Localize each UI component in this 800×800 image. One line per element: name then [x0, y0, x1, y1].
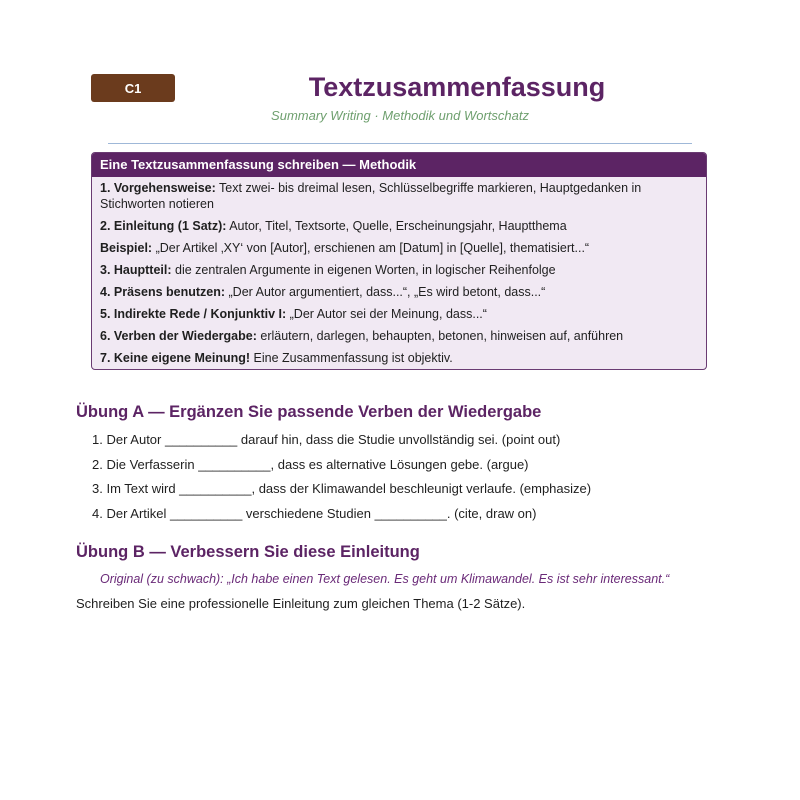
- page-title: Textzusammenfassung: [308, 72, 606, 102]
- method-item-label: 2. Einleitung (1 Satz):: [100, 219, 227, 233]
- method-item-label: 3. Hauptteil:: [100, 263, 172, 277]
- method-box: [91, 152, 707, 370]
- method-item-label: 7. Keine eigene Meinung!: [100, 351, 251, 365]
- method-item: [100, 180, 698, 212]
- page-subtitle: Summary Writing · Methodik und Wortschatz: [271, 108, 529, 123]
- method-item-label: Beispiel:: [100, 241, 153, 255]
- method-item-text: „Der Autor sei der Meinung, dass...“: [286, 307, 487, 321]
- exercise-a-item: 2. Die Verfasserin __________, dass es alternative Lösungen gebe. (argue): [92, 457, 529, 472]
- title-divider: [108, 143, 692, 144]
- method-item-label: 4. Präsens benutzen:: [100, 285, 226, 299]
- method-item: [100, 284, 698, 300]
- exercise-a-item: 4. Der Artikel __________ verschiedene Studien __________. (cite, draw on): [92, 506, 537, 521]
- method-item: [100, 240, 698, 256]
- method-list: [92, 177, 706, 366]
- method-item-text: „Der Autor argumentiert, dass...“, „Es wird betont, dass...“: [225, 285, 546, 299]
- method-item: [100, 328, 698, 344]
- method-item-label: 5. Indirekte Rede / Konjunktiv I:: [100, 307, 287, 321]
- exercise-b-instruction: Schreiben Sie eine professionelle Einleitung zum gleichen Thema (1-2 Sätze).: [76, 596, 526, 611]
- method-item-text: erläutern, darlegen, behaupten, betonen, hinweisen auf, anführen: [256, 329, 624, 343]
- method-item-text: Eine Zusammenfassung ist objektiv.: [250, 351, 453, 365]
- exercise-b-original: Original (zu schwach): „Ich habe einen Text gelesen. Es geht um Klimawandel. Es ist sehr interessant.“: [100, 572, 670, 586]
- method-item-text: die zentralen Argumente in eigenen Worten, in logischer Reihenfolge: [171, 263, 556, 277]
- method-box-title: Eine Textzusammenfassung schreiben — Methodik: [92, 153, 706, 177]
- level-badge: C1: [91, 74, 175, 102]
- exercise-b-heading: Übung B — Verbessern Sie diese Einleitung: [76, 543, 420, 561]
- exercise-a-heading: Übung A — Ergänzen Sie passende Verben der Wiedergabe: [76, 403, 542, 421]
- method-item: [100, 218, 698, 234]
- method-item-text: Autor, Titel, Textsorte, Quelle, Erscheinungsjahr, Hauptthema: [226, 219, 567, 233]
- method-item-text: „Der Artikel ‚XY‘ von [Autor], erschienen am [Datum] in [Quelle], thematisiert...“: [152, 241, 590, 255]
- method-item-label: 6. Verben der Wiedergabe:: [100, 329, 257, 343]
- method-item: [100, 262, 698, 278]
- method-item-text: Text zwei- bis dreimal lesen, Schlüsselbegriffe markieren, Hauptgedanken in Stichworten notieren: [100, 181, 642, 211]
- method-item: [100, 350, 698, 366]
- exercise-a-item: 1. Der Autor __________ darauf hin, dass die Studie unvollständig sei. (point out): [92, 432, 561, 447]
- method-item: [100, 306, 698, 322]
- exercise-a-item: 3. Im Text wird __________, dass der Klimawandel beschleunigt verlaufe. (emphasize): [92, 481, 592, 496]
- method-item-label: 1. Vorgehensweise:: [100, 181, 216, 195]
